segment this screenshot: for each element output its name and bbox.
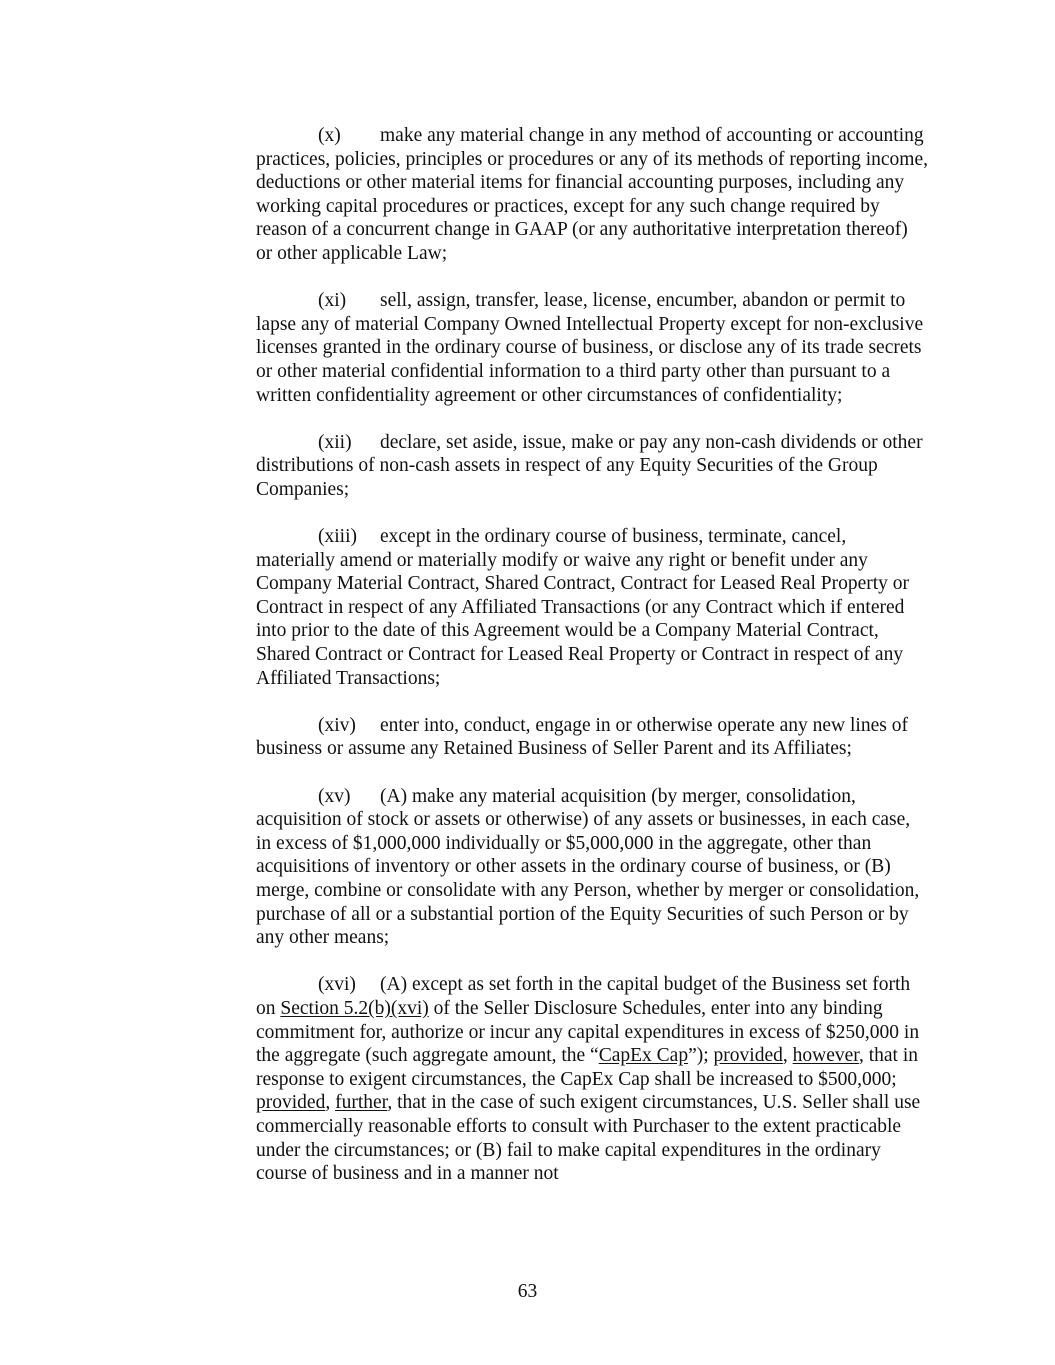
- paragraph-number: (xiii): [318, 526, 357, 548]
- document-body: [256, 124, 928, 1186]
- text-segment: ,: [325, 1092, 336, 1114]
- paragraph-number: (xii): [318, 431, 352, 453]
- underlined-term: however: [792, 1045, 859, 1067]
- paragraph-number: (xiv): [318, 714, 356, 736]
- text-segment: , that in response to exigent circumstances, the CapEx Cap shall be increased to $500,000;: [256, 1045, 919, 1090]
- paragraph-xii: [256, 431, 928, 502]
- text-segment: of the Seller Disclosure Schedules, enter into any binding commitment for, authorize or incur any capital expenditures in excess of $250,000 in the aggregate (such aggregate amount, the “: [256, 997, 920, 1067]
- paragraph-xv: [256, 785, 928, 950]
- paragraph-xi: [256, 289, 928, 407]
- paragraph-x: [256, 124, 928, 266]
- text-segment: (A) except as set forth in the capital budget of the Business set forth on: [256, 974, 911, 1019]
- underlined-term: further: [335, 1092, 388, 1114]
- text-segment: , that in the case of such exigent circumstances, U.S. Seller shall use commercially reasonable efforts to consult with Purchaser to the extent practicable under the circumstances; or (B) fail to make capital expenditures in the ordinary course of business and in a manner not: [256, 1092, 921, 1185]
- paragraph-text: except in the ordinary course of business, terminate, cancel, materially amend or materially modify or waive any right or benefit under any Company Material Contract, Shared Contract, Contract for Leased Real Property or Contract in respect of any Affiliated Transactions (or any Contract which if entered into prior to the date of this Agreement would be a Company Material Contract, Shared Contract or Contract for Leased Real Property or Contract in respect of any Affiliated Transactions;: [256, 526, 910, 689]
- paragraph-number: (x): [318, 125, 341, 146]
- paragraph-text: sell, assign, transfer, lease, license, encumber, abandon or permit to lapse any of material Company Owned Intellectual Property except for non-exclusive licenses granted in the ordinary course of business, or disclose any of its trade secrets or other material confidential information to a third party other than pursuant to a written confidentiality agreement or other circumstances of confidentiality;: [256, 290, 924, 406]
- paragraph-xiii: [256, 525, 928, 690]
- paragraph-text: (A) make any material acquisition (by merger, consolidation, acquisition of stock or assets or otherwise) of any assets or businesses, in each case, in excess of $1,000,000 individually or $5,000,000 in the aggregate, other than acquisitions of inventory or other assets in the ordinary course of business, or (B) merge, combine or consolidate with any Person, whether by merger or consolidation, purchase of all or a substantial portion of the Equity Securities of such Person or by any other means;: [256, 785, 920, 949]
- paragraph-xiv: [256, 714, 928, 761]
- paragraph-number: (xv): [318, 785, 351, 807]
- underlined-term: provided: [256, 1092, 326, 1114]
- paragraph-text: enter into, conduct, engage in or otherwise operate any new lines of business or assume any Retained Business of Seller Parent and its Affiliates;: [256, 714, 908, 760]
- paragraph-text: make any material change in any method of accounting or accounting practices, policies, principles or procedures or any of its methods of reporting income, deductions or other material items for financial accounting purposes, including any working capital procedures or practices, except for any such change required by reason of a concurrent change in GAAP (or any authoritative interpretation thereof) or other applicable Law;: [256, 125, 929, 264]
- paragraph-number: (xi): [318, 290, 347, 312]
- section-reference: Section 5.2(b)(xvi): [280, 997, 429, 1019]
- underlined-term: provided: [713, 1045, 783, 1067]
- paragraph-text: declare, set aside, issue, make or pay any non-cash dividends or other distributions of non-cash assets in respect of any Equity Securities of the Group Companies;: [256, 431, 923, 500]
- text-segment: ”);: [688, 1045, 714, 1067]
- text-segment: ,: [782, 1045, 793, 1067]
- page-number: 63: [517, 1281, 538, 1302]
- defined-term: CapEx Cap: [598, 1045, 689, 1067]
- paragraph-number: (xvi): [318, 974, 356, 996]
- paragraph-xvi: [256, 973, 928, 1185]
